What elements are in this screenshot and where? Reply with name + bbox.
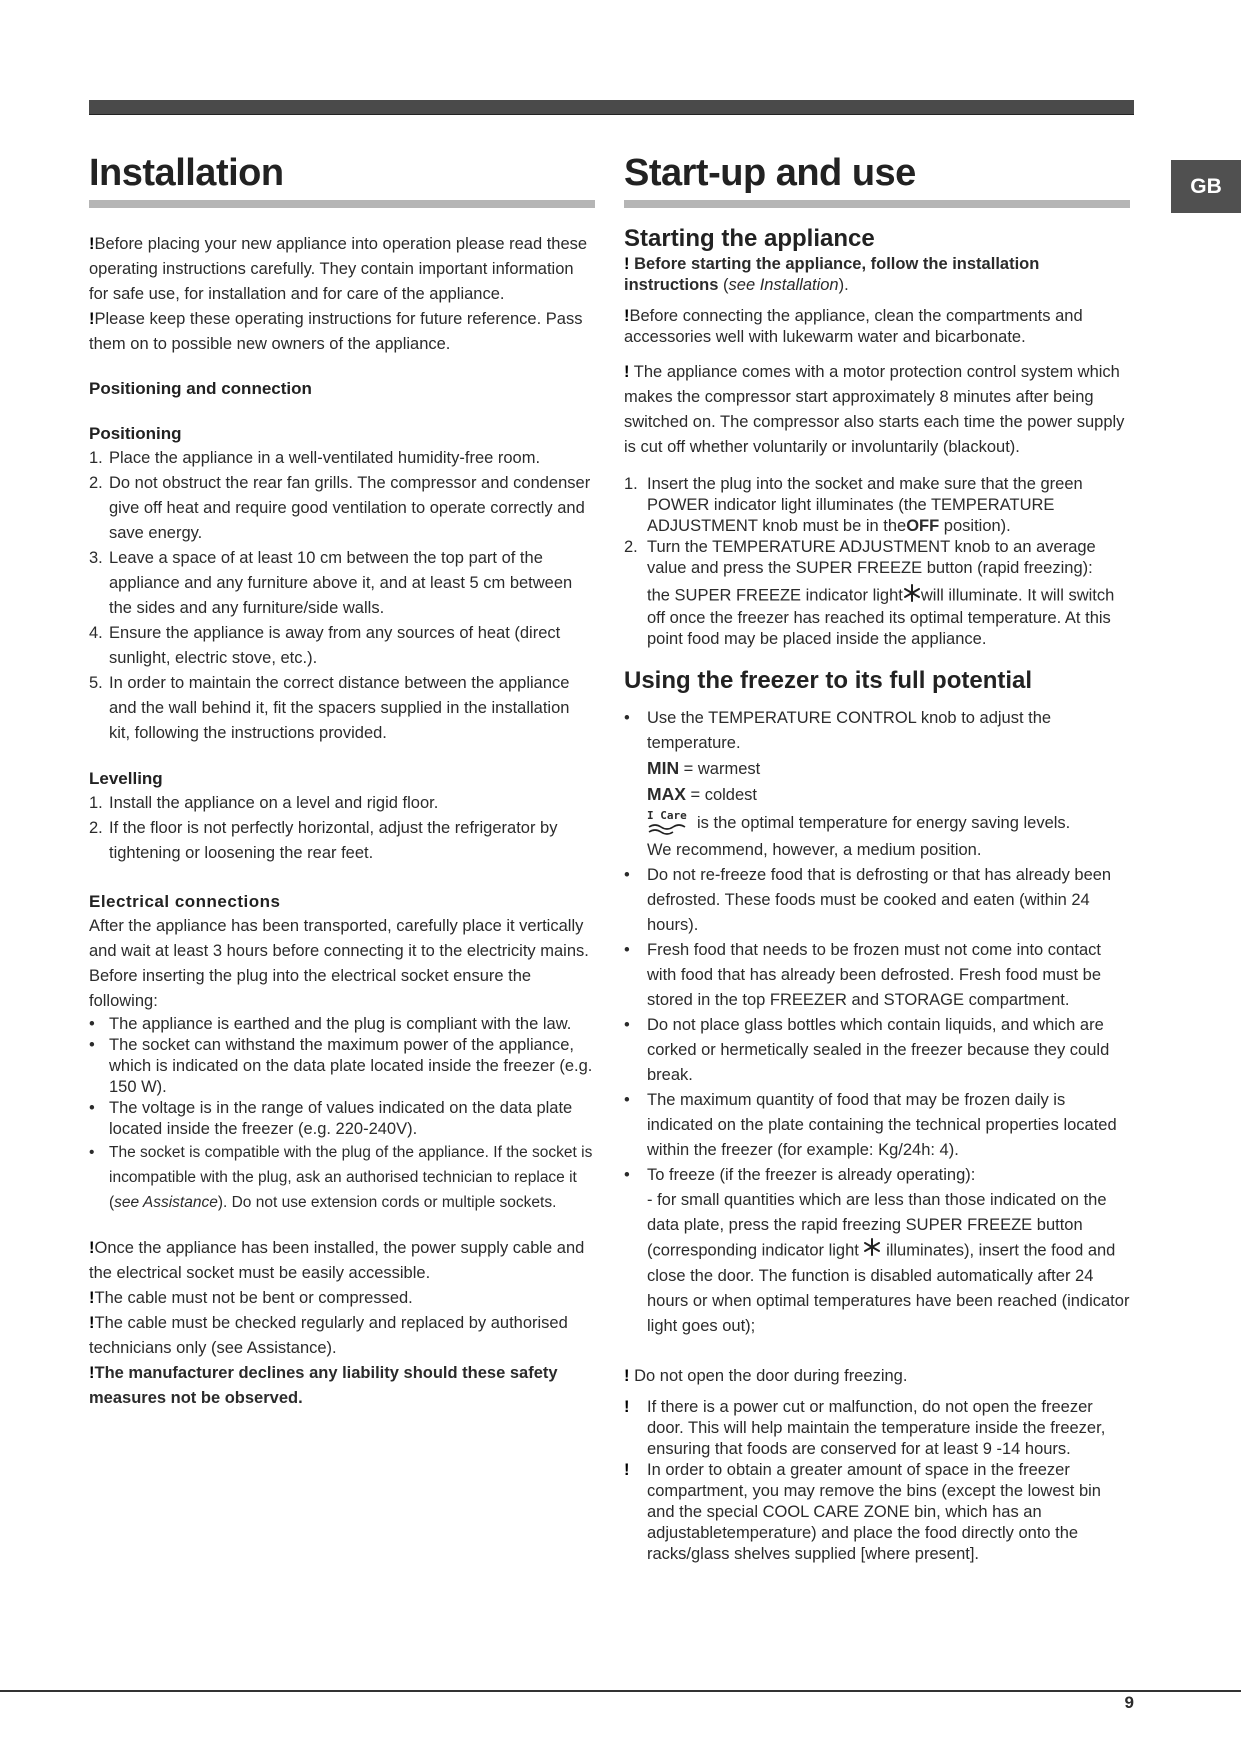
warning-paragraph: !The cable must not be bent or compressed. <box>89 1289 413 1307</box>
list-item: • The socket is compatible with the plug of the appliance. If the socket is incompatible with the plug, ask an authorised technician to replace it (see Assistance). Do not use extension cords or multiple sockets. <box>89 1144 593 1211</box>
list-item: 5. In order to maintain the correct distance between the appliance and the wall behind it, fit the spacers supplied in the installation kit, following the instructions provided. <box>89 674 570 742</box>
list-item: • The voltage is in the range of values indicated on the data plate located inside the freezer (e.g. 220-240V). <box>89 1099 573 1138</box>
list-item: • The socket can withstand the maximum power of the appliance, which is indicated on the data plate located inside the freezer (e.g. 150 W). <box>89 1036 593 1096</box>
language-tab: GB <box>1171 160 1241 213</box>
list-item: 3. Leave a space of at least 10 cm between the top part of the appliance and any furniture above it, and at least 5 cm between the sides and any furniture/side walls. <box>89 549 573 617</box>
startup-column <box>624 150 1130 1565</box>
section-heading: Positioning and connection <box>89 379 312 398</box>
list-item: 1. Place the appliance in a well-ventilated humidity-free room. <box>89 449 541 467</box>
list-item: 1. Insert the plug into the socket and make sure that the green POWER indicator light illuminates (the TEMPERATURE ADJUSTMENT knob must be in theOFF position). <box>624 475 1083 535</box>
installation-title: Installation <box>89 152 284 194</box>
icare-icon: I Care <box>647 810 687 836</box>
warning-paragraph: !Once the appliance has been installed, the power supply cable and the electrical socket must be easily accessible. <box>89 1239 585 1282</box>
min-label: MIN <box>647 758 680 778</box>
warnings-block <box>89 1236 595 1411</box>
max-label: MAX <box>647 784 686 804</box>
list-item: 2. Turn the TEMPERATURE ADJUSTMENT knob to an average value and press the SUPER FREEZE button (rapid freezing): the SUPER FREEZE indicator light will illuminate. It will switch off once the freezer has reached its optimal temperature. At this point food may be placed inside the appliance. <box>624 538 1115 648</box>
list-item: 2. Do not obstruct the rear fan grills. The compressor and condenser give off heat and require good ventilation to operate correctly and save energy. <box>89 474 591 542</box>
startup-steps <box>624 474 1130 650</box>
list-item: • Do not place glass bottles which contain liquids, and which are corked or hermetically sealed in the freezer because they could break. <box>624 1016 1110 1084</box>
snowflake-icon <box>903 584 921 608</box>
intro-block <box>89 232 595 357</box>
electrical-heading: Electrical connections <box>89 892 281 911</box>
list-item: 1. Install the appliance on a level and rigid floor. <box>89 794 439 812</box>
clean-note: !Before connecting the appliance, clean the compartments and accessories well with lukewarm water and bicarbonate. <box>624 307 1083 346</box>
list-item: 2. If the floor is not perfectly horizontal, adjust the refrigerator by tightening or loosening the rear feet. <box>89 819 558 862</box>
levelling-heading: Levelling <box>89 769 163 788</box>
liability-warning: !The manufacturer declines any liability should these safety measures not be observed. <box>89 1364 558 1407</box>
list-item: 4. Ensure the appliance is away from any sources of heat (direct sunlight, electric stove, etc.). <box>89 624 561 667</box>
electrical-intro: After the appliance has been transported, carefully place it vertically and wait at least 3 hours before connecting it to the electricity mains. Before inserting the plug into the electrical socket ensure the following: <box>89 917 589 1010</box>
intro-paragraph: !Please keep these operating instructions for future reference. Pass them on to possible new owners of the appliance. <box>89 310 583 353</box>
installation-column <box>89 150 595 1411</box>
final-notes <box>624 1397 1130 1565</box>
motor-note: ! The appliance comes with a motor protection control system which makes the compressor start approximately 8 minutes after being switched on. The compressor also starts each time the power supply is cut off whether voluntarily or involuntarily (blackout). <box>624 363 1125 456</box>
list-item: ! In order to obtain a greater amount of space in the freezer compartment, you may remove the bins (except the lowest bin and the special COOL CARE ZONE bin, which has an adjustabletemperature) and place the food directly onto the racks/glass shelves supplied [where present]. <box>624 1461 1101 1563</box>
installation-note: ! Before starting the appliance, follow the installation instructions (see Installation). <box>624 255 1040 294</box>
list-item: • Do not re-freeze food that is defrosting or that has already been defrosted. These foods must be cooked and eaten (within 24 hours). <box>624 866 1112 934</box>
list-item: • Fresh food that needs to be frozen must not come into contact with food that has already been defrosted. Fresh food must be stored in the top FREEZER and STORAGE compartment. <box>624 941 1102 1009</box>
door-warning: ! Do not open the door during freezing. <box>624 1367 908 1385</box>
snowflake-icon <box>863 1238 881 1264</box>
freezer-bullets <box>624 706 1130 1339</box>
title-rule <box>624 200 1130 208</box>
footer-rule <box>0 1690 1241 1692</box>
header-bar <box>89 100 1134 115</box>
intro-paragraph: !Before placing your new appliance into operation please read these operating instructions carefully. They contain important information for safe use, for installation and for care of the appliance. <box>89 235 588 303</box>
electrical-bullets <box>89 1014 595 1215</box>
warning-paragraph: !The cable must be checked regularly and replaced by authorised technicians only (see Assistance). <box>89 1314 568 1357</box>
list-item: • The maximum quantity of food that may be frozen daily is indicated on the plate containing the technical properties located within the freezer (for example: Kg/24h: 4). <box>624 1091 1117 1159</box>
warning-mark: ! <box>89 310 95 328</box>
positioning-list <box>89 446 595 746</box>
list-item: • To freeze (if the freezer is already operating): - for small quantities which are less than those indicated on the data plate, press the rapid freezing SUPER FREEZE button (corresponding indicator light illuminates), insert the food and close the door. The function is disabled automatically after 24 hours or when optimal temperatures have been reached (indicator light goes out); <box>624 1166 1130 1335</box>
freezer-heading: Using the freezer to its full potential <box>624 667 1033 694</box>
title-rule <box>89 200 595 208</box>
levelling-list <box>89 791 595 866</box>
starting-heading: Starting the appliance <box>624 225 875 252</box>
list-item: ! If there is a power cut or malfunction, do not open the freezer door. This will help maintain the temperature inside the freezer, ensuring that foods are conserved for at least 9 -14 hours. <box>624 1398 1106 1458</box>
page-number: 9 <box>1124 1693 1134 1712</box>
list-item: • The appliance is earthed and the plug is compliant with the law. <box>89 1015 572 1033</box>
positioning-heading: Positioning <box>89 424 182 443</box>
list-item: • Use the TEMPERATURE CONTROL knob to adjust the temperature. MIN = warmest MAX = coldest I Care is the optimal temperature for energy saving levels. We recommend, however, a medium position. <box>624 709 1071 859</box>
warning-mark: ! <box>89 235 95 253</box>
startup-title: Start-up and use <box>624 152 916 194</box>
